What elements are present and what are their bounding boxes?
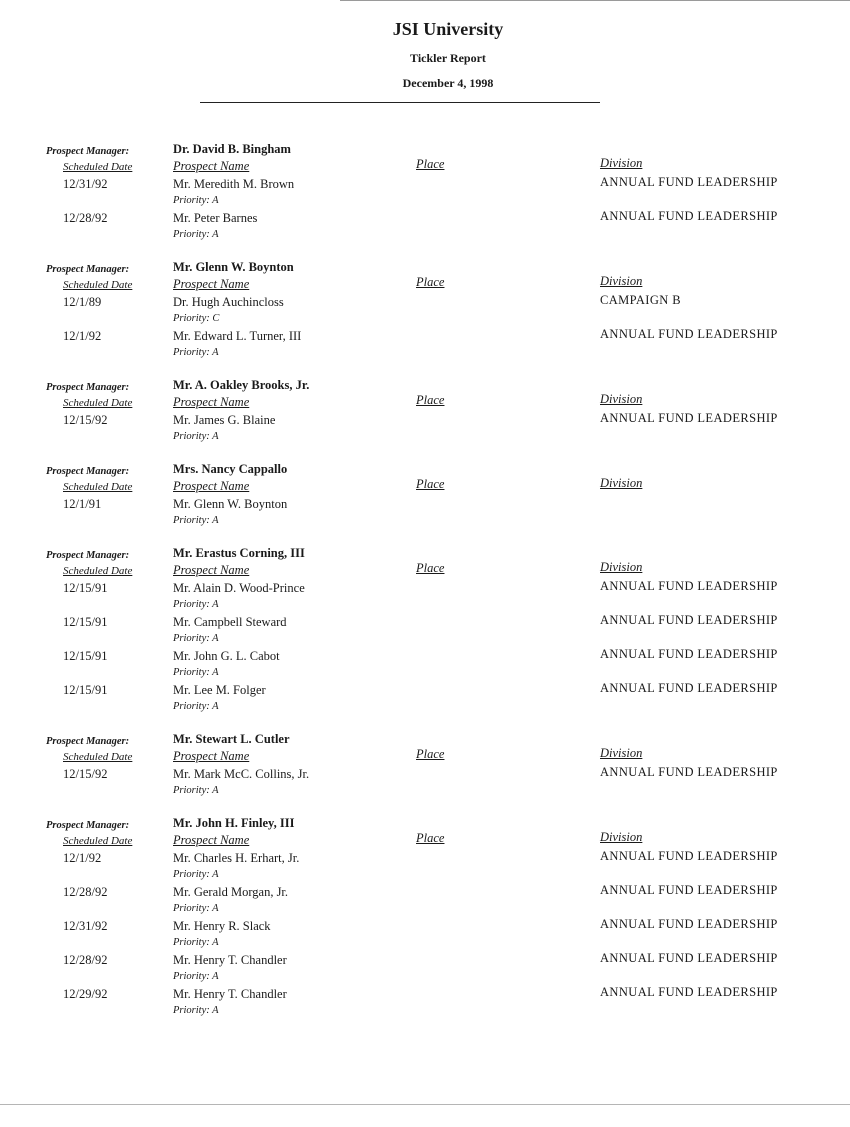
prospect-name: Dr. Hugh Auchincloss [173, 295, 284, 309]
place-header: Place [416, 157, 445, 171]
prospect-record [0, 495, 850, 529]
prospect-manager-name: Mr. John H. Finley, III [173, 816, 295, 830]
place-header: Place [416, 747, 445, 761]
prospect-name: Mr. Peter Barnes [173, 211, 258, 225]
scheduled-date: 12/28/92 [63, 953, 108, 967]
prospect-name: Mr. Gerald Morgan, Jr. [173, 885, 289, 899]
division-value: ANNUAL FUND LEADERSHIP [600, 647, 778, 661]
division-header: Division [600, 560, 643, 574]
scheduled-date: 12/28/92 [63, 885, 108, 899]
column-header-row [0, 158, 850, 175]
division-value: CAMPAIGN B [600, 293, 681, 307]
prospect-name: Mr. John G. L. Cabot [173, 649, 280, 663]
prospect-name: Mr. Alain D. Wood-Prince [173, 581, 305, 595]
scheduled-date-header: Scheduled Date [63, 397, 133, 409]
division-value: ANNUAL FUND LEADERSHIP [600, 985, 778, 999]
column-header-row [0, 748, 850, 765]
prospect-name-header: Prospect Name [173, 479, 250, 493]
prospect-manager-row [0, 141, 850, 158]
manager-group [0, 545, 850, 731]
priority: Priority: C [173, 313, 220, 324]
prospect-record [0, 613, 850, 647]
prospect-manager-name: Mr. Stewart L. Cutler [173, 732, 290, 746]
division-value: ANNUAL FUND LEADERSHIP [600, 327, 778, 341]
priority: Priority: A [173, 937, 219, 948]
prospect-record [0, 579, 850, 613]
division-value: ANNUAL FUND LEADERSHIP [600, 883, 778, 897]
report-subtitle: Tickler Report [410, 51, 486, 65]
priority: Priority: A [173, 431, 219, 442]
scheduled-date-header: Scheduled Date [63, 565, 133, 577]
scheduled-date: 12/1/91 [63, 497, 102, 511]
prospect-manager-name: Dr. David B. Bingham [173, 142, 291, 156]
division-value: ANNUAL FUND LEADERSHIP [600, 681, 778, 695]
prospect-manager-name: Mr. Erastus Corning, III [173, 546, 305, 560]
manager-group [0, 731, 850, 815]
prospect-manager-label: Prospect Manager: [46, 820, 130, 831]
prospect-manager-label: Prospect Manager: [46, 550, 130, 561]
manager-group [0, 461, 850, 545]
scheduled-date: 12/28/92 [63, 211, 108, 225]
place-header: Place [416, 477, 445, 491]
manager-groups [0, 141, 850, 1035]
division-value: ANNUAL FUND LEADERSHIP [600, 613, 778, 627]
prospect-name-header: Prospect Name [173, 395, 250, 409]
place-header: Place [416, 561, 445, 575]
manager-group [0, 815, 850, 1035]
column-header-row [0, 394, 850, 411]
scheduled-date: 12/15/91 [63, 615, 108, 629]
priority: Priority: A [173, 195, 219, 206]
division-value: ANNUAL FUND LEADERSHIP [600, 411, 778, 425]
prospect-name: Mr. Henry T. Chandler [173, 953, 287, 967]
priority: Priority: A [173, 1005, 219, 1016]
scheduled-date-header: Scheduled Date [63, 835, 133, 847]
header-rule [200, 102, 600, 103]
scheduled-date-header: Scheduled Date [63, 161, 133, 173]
prospect-name: Mr. Mark McC. Collins, Jr. [173, 767, 310, 781]
column-header-row [0, 478, 850, 495]
prospect-manager-row [0, 731, 850, 748]
scan-bottom-edge [0, 1104, 850, 1105]
column-header-row [0, 276, 850, 293]
division-value: ANNUAL FUND LEADERSHIP [600, 579, 778, 593]
prospect-manager-label: Prospect Manager: [46, 466, 130, 477]
report-header [0, 16, 850, 92]
prospect-manager-name: Mrs. Nancy Cappallo [173, 462, 288, 476]
scheduled-date-header: Scheduled Date [63, 279, 133, 291]
prospect-manager-row [0, 545, 850, 562]
place-header: Place [416, 275, 445, 289]
priority: Priority: A [173, 515, 219, 526]
prospect-manager-row [0, 461, 850, 478]
prospect-name: Mr. Glenn W. Boynton [173, 497, 288, 511]
prospect-record [0, 985, 850, 1019]
prospect-record [0, 765, 850, 799]
prospect-record [0, 175, 850, 209]
division-header: Division [600, 476, 643, 490]
division-value: ANNUAL FUND LEADERSHIP [600, 849, 778, 863]
prospect-manager-row [0, 259, 850, 276]
division-header: Division [600, 830, 643, 844]
priority: Priority: A [173, 869, 219, 880]
prospect-name: Mr. James G. Blaine [173, 413, 276, 427]
scheduled-date: 12/15/91 [63, 581, 108, 595]
scheduled-date: 12/31/92 [63, 919, 108, 933]
division-value: ANNUAL FUND LEADERSHIP [600, 209, 778, 223]
scheduled-date: 12/15/92 [63, 413, 108, 427]
column-header-row [0, 562, 850, 579]
prospect-record [0, 681, 850, 715]
prospect-manager-label: Prospect Manager: [46, 382, 130, 393]
prospect-name: Mr. Lee M. Folger [173, 683, 266, 697]
prospect-manager-name: Mr. A. Oakley Brooks, Jr. [173, 378, 310, 392]
division-header: Division [600, 746, 643, 760]
division-header: Division [600, 392, 643, 406]
place-header: Place [416, 393, 445, 407]
prospect-name: Mr. Charles H. Erhart, Jr. [173, 851, 300, 865]
prospect-manager-label: Prospect Manager: [46, 264, 130, 275]
scheduled-date: 12/29/92 [63, 987, 108, 1001]
scheduled-date: 12/1/92 [63, 329, 102, 343]
prospect-record [0, 917, 850, 951]
priority: Priority: A [173, 903, 219, 914]
report-title: JSI University [392, 19, 504, 39]
column-header-row [0, 832, 850, 849]
scheduled-date: 12/1/89 [63, 295, 102, 309]
prospect-record [0, 849, 850, 883]
prospect-record [0, 883, 850, 917]
division-value: ANNUAL FUND LEADERSHIP [600, 951, 778, 965]
prospect-name-header: Prospect Name [173, 277, 250, 291]
division-value: ANNUAL FUND LEADERSHIP [600, 765, 778, 779]
scheduled-date: 12/15/91 [63, 649, 108, 663]
prospect-record [0, 647, 850, 681]
prospect-manager-label: Prospect Manager: [46, 736, 130, 747]
scheduled-date: 12/15/92 [63, 767, 108, 781]
priority: Priority: A [173, 347, 219, 358]
division-value: ANNUAL FUND LEADERSHIP [600, 175, 778, 189]
prospect-name: Mr. Meredith M. Brown [173, 177, 295, 191]
prospect-name-header: Prospect Name [173, 749, 250, 763]
manager-group [0, 377, 850, 461]
manager-group [0, 141, 850, 259]
division-value: ANNUAL FUND LEADERSHIP [600, 917, 778, 931]
prospect-record [0, 411, 850, 445]
prospect-manager-row [0, 815, 850, 832]
report-date: December 4, 1998 [402, 76, 494, 90]
scheduled-date: 12/1/92 [63, 851, 102, 865]
prospect-manager-label: Prospect Manager: [46, 146, 130, 157]
manager-group [0, 259, 850, 377]
prospect-name-header: Prospect Name [173, 833, 250, 847]
prospect-record [0, 951, 850, 985]
priority: Priority: A [173, 229, 219, 240]
prospect-record [0, 327, 850, 361]
scheduled-date: 12/15/91 [63, 683, 108, 697]
prospect-name-header: Prospect Name [173, 563, 250, 577]
prospect-manager-name: Mr. Glenn W. Boynton [173, 260, 294, 274]
prospect-name: Mr. Campbell Steward [173, 615, 287, 629]
scheduled-date-header: Scheduled Date [63, 751, 133, 763]
scheduled-date: 12/31/92 [63, 177, 108, 191]
prospect-record [0, 209, 850, 243]
priority: Priority: A [173, 971, 219, 982]
scheduled-date-header: Scheduled Date [63, 481, 133, 493]
priority: Priority: A [173, 701, 219, 712]
priority: Priority: A [173, 667, 219, 678]
prospect-manager-row [0, 377, 850, 394]
prospect-name: Mr. Edward L. Turner, III [173, 329, 302, 343]
prospect-record [0, 293, 850, 327]
priority: Priority: A [173, 599, 219, 610]
division-header: Division [600, 274, 643, 288]
division-header: Division [600, 156, 643, 170]
priority: Priority: A [173, 785, 219, 796]
prospect-name: Mr. Henry T. Chandler [173, 987, 287, 1001]
prospect-name-header: Prospect Name [173, 159, 250, 173]
prospect-name: Mr. Henry R. Slack [173, 919, 271, 933]
priority: Priority: A [173, 633, 219, 644]
place-header: Place [416, 831, 445, 845]
scan-top-edge [340, 0, 850, 1]
